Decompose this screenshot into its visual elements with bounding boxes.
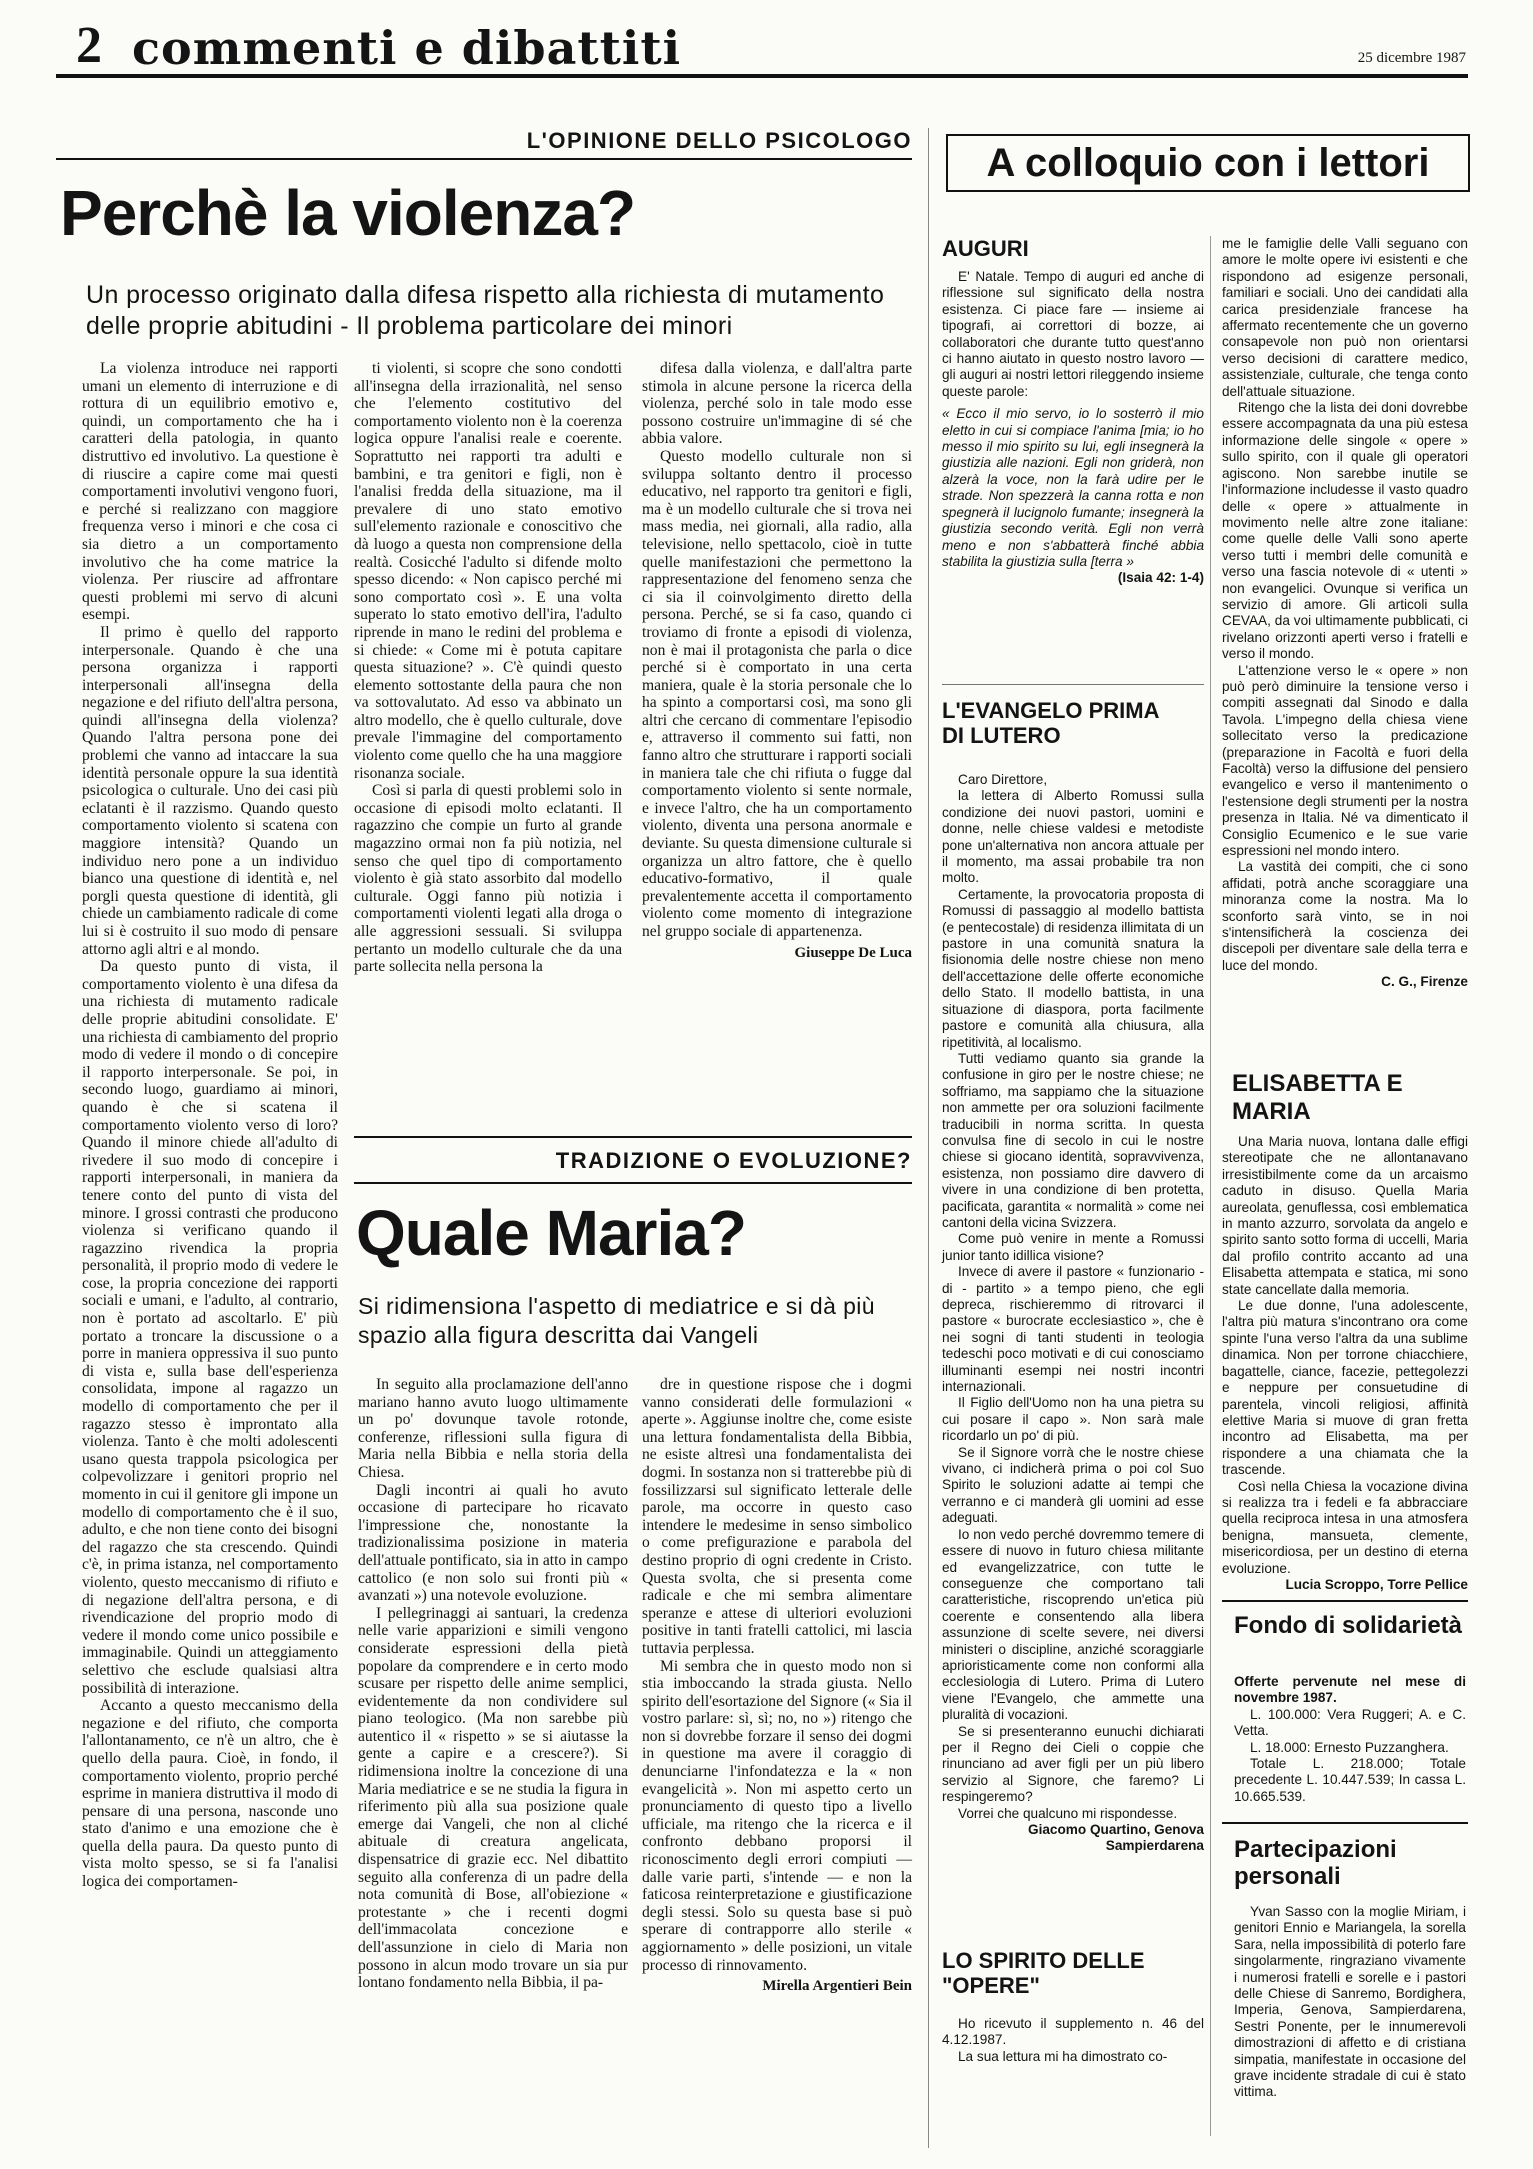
paragraph: Vorrei che qualcuno mi rispondesse. (958, 1805, 1178, 1821)
paragraph: La violenza introduce nei rapporti umani un elemento di interruzione e di rottura di un equilibrio emotivo e, quindi, un comportamento che ha i caratteri della patologia, in quanto distruttivo ed involutivo. La questione è di riuscire a capire come mai questi comportamenti involutivi vengono fuori, e perché si realizzano con maggiore frequenza verso i minori e che cosa ci sia dietro a un comportamento involutivo che ha come matrice la violenza. Per riuscire ad affrontare questi problemi mi servo di alcuni esempi. (82, 360, 338, 624)
partecipazioni-body (1234, 1904, 1466, 2101)
paragraph: La sua lettura mi ha dimostrato co- (958, 2048, 1168, 2064)
spirito-body (942, 2016, 1204, 2065)
paragraph: L'attenzione verso le « opere » non può però diminuire la tensione verso i compiti assegnati dal Sinodo e dalla Tavola. L'impegno della chiesa viene sollecitato verso la predicazione (preparazione in Facoltà e fuori della Facoltà) verso la diffusione del pensiero evangelico e verso il mantenimento o l'estensione degli strumenti per la nostra presenza in Italia. Né va dimenticato il Consiglio Ecumenico e le sue varie espressioni nel mondo intero. (1222, 662, 1468, 859)
paragraph: difesa dalla violenza, e dall'altra parte stimola in alcune persone la ricerca della violenza, perché solo in tale modo esse possono costruire un'immagine di sé che abbia valore. (642, 360, 912, 448)
evangelo-title: L'EVANGELO PRIMA DI LUTERO (942, 698, 1159, 748)
auguri-quote: « Ecco il mio servo, io lo sosterrò il mio eletto in cui si compiace l'anima [mia; io ho messo il mio spirito su lui, egli insegnerà la giustizia alle nazioni. Egli non griderà, non alzerà la voce, non la farà udire per le strade. Non spezzerà la canna rotta e non spegnerà il lucignolo fumante; insegnerà la giustizia secondo verità. Egli non verrà meno e non s'abbatterà finché abbia stabilita la giustizia sulla [terra » (942, 406, 1204, 569)
kicker-rule (56, 158, 912, 160)
issue-date: 25 dicembre 1987 (1357, 50, 1466, 66)
paragraph: Accanto a questo meccanismo della negazione e del rifiuto, che comporta l'allontanamento, ce n'è un altro, che è quello della paura. Cioè, in fondo, il comportamento violento, proprio perché esprime in maniera distruttiva il modo di pensare di una persona, nasconde uno stato d'animo e una emozione che è quella della paura. Da questo punto di vista molto spesso, se si fa l'analisi logica dei comportamen- (82, 1697, 338, 1891)
paragraph: Tutti vediamo quanto sia grande la confusione in giro per le nostre chiese; ne soffriamo, ma sappiamo che la situazione non ammette per ora soluzioni facilmente traducibili in norma scritta. In questa convulsa fine di secolo in cui le nostre chiese si giocano identità, sopravvivenza, esistenza, non possiamo dire davvero di vivere in una condizione di ben protetta, pacificata, garantita « normalità » come nei cantoni della vicina Svizzera. (942, 1050, 1204, 1230)
letters-column-2 (1222, 236, 1468, 991)
section-divider (942, 684, 1204, 685)
paragraph: ti violenti, si scopre che sono condotti all'insegna della irrazionalità, nel senso che l'elemento costitutivo del comportamento violento non è la coerenza logica oppure l'analisi reale e coerente. Soprattutto nei rapporti tra adulti e bambini, e tra genitori e figli, non è l'analisi fredda della situazione, ma il prevalere di uno stato emotivo sull'elemento razionale e conoscitivo che dà luogo a questa non comprensione della realtà. Cosicché l'adulto si difende molto spesso dicendo: « Non capisco perché mi sono comportato così ». E una volta superato lo stato emotivo dell'ira, l'adulto riprende in mano le redini del problema e si chiede: « Come mi è potuta capitare questa situazione? ». C'è quindi questo elemento sottostante della paura che non va sottovalutato. Ad esso va abbinato un altro modello, che è quello culturale, dove prevale l'immagine del comportamento violento come quello che ha una maggiore risonanza sociale. (354, 360, 622, 782)
letters-column-divider (1210, 236, 1211, 2136)
article2-column-1 (358, 1376, 628, 1992)
article2-deck: Si ridimensiona l'aspetto di mediatrice e si dà più spazio alla figura descritta dai Vangeli (358, 1293, 875, 1348)
article1-signature: Giuseppe De Luca (794, 944, 912, 961)
paragraph: Le due donne, l'una adolescente, l'altra più matura s'incontrano ora come spinte l'una verso l'altra da una sublime dinamica. Non per torrone chiacchiere, bagattelle, ciance, facezie, pettegolezzi e neppure per consuetudine di parentela, vincoli religiosi, affinità elettive Maria si muove di gran fretta incontro ad Elisabetta, ma per rispondere a una chiamata che la trascende. (1222, 1298, 1468, 1478)
article2-kicker-rule (354, 1182, 912, 1184)
paragraph: Ho ricevuto il supplemento n. 46 del 4.12.1987. (942, 2016, 1204, 2048)
auguri-body (942, 269, 1204, 587)
paragraph: Io non vedo perché dovremmo temere di essere di nuovo in futuro chiesa militante ed evangelizzatrice, con tutte le conseguenze che comportano tali caratteristiche, riscoprendo un'etica più coerente e consentendo alla libera assunzione di scelte severe, nei diversi ministeri o discipline, anziché scoraggiarle aprioristicamente come non conformi alla ecclesiologia di Lutero. Prima di Lutero viene l'Evangelo, che ammette una pluralità di vocazioni. (942, 1526, 1204, 1723)
paragraph: me le famiglie delle Valli seguano con amore le molte opere ivi esistenti e che rispondono ad esigenze personali, familiari e sociali. Uno dei candidati alla carica presidenziale francese ha affermato recentemente che un governo consapevole non può non orientarsi verso decisioni di carattere medico, assistenziale, culturale, che tenga conto dell'attuale situazione. (1222, 236, 1468, 399)
paragraph: Il Figlio dell'Uomo non ha una pietra su cui posare il capo ». Non sarà male ricordarlo un po' di più. (942, 1395, 1204, 1444)
fondo-intro: Offerte pervenute nel mese di novembre 1987. (1234, 1674, 1466, 1706)
article1-kicker: L'OPINIONE DELLO PSICOLOGO (526, 128, 912, 153)
elisabetta-signature: Lucia Scroppo, Torre Pellice (1285, 1576, 1468, 1592)
partecipazioni-top-rule (1222, 1822, 1468, 1824)
paragraph: Se il Signore vorrà che le nostre chiese vivano, ci indicherà prima o poi col Suo Spirito le soluzioni adatte ai tempi che verranno e ci manderà gli uomini ad esse adeguati. (942, 1444, 1204, 1526)
partecipazioni-title: Partecipazioni personali (1234, 1836, 1397, 1890)
auguri-intro: E' Natale. Tempo di auguri ed anche di riflessione sul significato della nostra esistenza. Ci piace fare — insieme ai tipografi, ai correttori di bozze, ai collaboratori che durante tutto quest'anno ci hanno aiutato in questo nostro lavoro — gli auguri ai nostri lettori rileggendo insieme queste parole: (942, 269, 1204, 399)
page-number: 2 (76, 17, 102, 74)
paragraph: La vastità dei compiti, che ci sono affidati, potrà anche scoraggiare una minoranza come la nostra. Ma lo sconforto sarà vinto, se in noi s'intensificherà la coscienza dei discepoli per diventare sale della terra e luce del mondo. (1222, 859, 1468, 973)
paragraph: Questo modello culturale non si sviluppa soltanto dentro il processo educativo, nel rapporto tra genitori e figli, ma è un modello culturale che si trova nei mass media, nei giornali, alla radio, alla televisione, nello spettacolo, cioè in tutte quelle manifestazioni che permettono la rappresentazione del fenomeno senza che ci sia il coinvolgimento diretto della persona. Perché, se si fa caso, quando ci troviamo di fronte a episodi di violenza, non è mai il protagonista che parla o dice perché si è comportato in una certa maniera, quale è la storia personale che lo ha spinto a comportarsi così, ma sono gli altri che cercano di commentare l'episodio e, attraverso il commento sui fatti, non fanno altro che strutturare i rapporti sociali in maniera tale che chi rifiuta o fugge dal comportamento violento si sente normale, e invece l'altro, che ha un comportamento violento, diventa una persona anormale e deviante. Su questa dimensione culturale si organizza un altro fattore, che è quello educativo-formativo, il quale prevalentemente accetta il comportamento violento come momento di integrazione nel gruppo sociale di appartenenza. (642, 447, 912, 940)
fondo-title: Fondo di solidarietà (1234, 1612, 1463, 1639)
paragraph: Mi sembra che in questo modo non si stia imboccando la strada giusta. Nello spirito dell'esortazione del Signore (« Sia il vostro parlare: sì, sì; no, no ») ritengo che non si dovrebbe forzare il senso dei dogmi in questione ma avere il coraggio di denunciarne l'infondatezza e la « non evangelicità ». Non mi aspetto certo un pronunciamento di questo tipo a livello ufficiale, ma ritengo che la ricerca e il confronto debbano proporsi il riconoscimento degli errori compiuti — dalle varie parti, s'intende — e non la faticosa reinterpretazione e giustificazione degli stessi. Solo su questa base si può sperare di contrapporre allo sterile « aggiornamento » delle posizioni, un vitale processo di rinnovamento. (642, 1657, 912, 1974)
paragraph: I pellegrinaggi ai santuari, la credenza nelle varie apparizioni e simili vengono considerate espressioni della pietà popolare da comprendere e in certo modo scusare per rispetto delle anime semplici, evidentemente da non condividere sul piano teologico. (Ma non sarebbe più autentico il « rispetto » se si aiutasse la gente a capire e a crescere?). Si ridimensiona inoltre la concezione di una Maria mediatrice e se ne studia la figura in riferimento più alla sua posizione quale emerge dai Vangeli, che non al cliché abituale di creatura angelicata, dispensatrice di grazie ecc. Nel dibattito seguito alla conferenza di un padre della nota comunità di Bose, all'obiezione « protestante » che i recenti dogmi dell'immacolata concezione e dell'assunzione in cielo di Maria non possono in alcun modo trovare un sia pur lontano fondamento nella Bibbia, il pa- (358, 1604, 628, 1992)
fondo-line: L. 18.000: Ernesto Puzzanghera. (1250, 1739, 1449, 1755)
auguri-reference: (Isaia 42: 1-4) (1117, 570, 1204, 586)
section-title: commenti e dibattiti (132, 21, 682, 75)
paragraph: Se si presenteranno eunuchi dichiarati per il Regno dei Cieli o coppie che rinunciano ad aver figli per un più libero servizio al Signore, che faremo? Li respingeremo? (942, 1723, 1204, 1805)
paragraph: Da questo punto di vista, il comportamento violento è una difesa da una richiesta di mutamento radicale delle proprie abitudini consolidate. E' una richiesta di cambiamento del proprio modo di vedere il mondo o di concepire il rapporto interpersonale. Se poi, in secondo luogo, guardiamo ai minori, quando è che si scatena il comportamento violento verso di loro? Quando il minore chiede all'adulto di rivedere il suo modo di concepire i rapporti interpersonali, in maniera da tenere conto del punto di vista del minore. I grossi contrasti che producono violenza si verificano quando il ragazzino rivendica la propria personalità, il proprio modo di vedere le cose, la propria concezione dei rapporti sociali e umani, e l'adulto, al contrario, non è portato ad ascoltarlo. E' più portato a troncare la discussione o a porre in maniera oppressiva il suo punto di vista e, sulla base dell'esperienza consolidata, impone al ragazzo un modello di comportamento che per il ragazzo stesso è improntato alla violenza. Tanto è che molti adolescenti usano questa trappola psicologica per colpevolizzare i genitori proprio nel momento in cui il genitore gli impone un modello di comportamento che è il suo, adulto, e che non tiene conto dei bisogni del ragazzo che sta crescendo. Quindi c'è, in prima istanza, nel comportamento violento, questo meccanismo di rifiuto e di negazione dell'altra persona, e di rivendicazione del proprio modo di vedere il mondo come unico possibile e immaginabile. Quindi un atteggiamento selettivo che esclude qualsiasi altra possibilità di interazione. (82, 958, 338, 1697)
letters-box-title: A colloquio con i lettori (946, 134, 1470, 192)
article1-column-2 (354, 360, 622, 976)
paragraph: Così nella Chiesa la vocazione divina si realizza tra i fedeli e fa abbracciare quella reciproca intesa in una atmosfera benigna, mansueta, clemente, misericordiosa, per un destino di eterna evoluzione. (1222, 1478, 1468, 1576)
elisabetta-body (1222, 1134, 1468, 1593)
evangelo-body (942, 772, 1204, 1855)
article2-kicker: TRADIZIONE O EVOLUZIONE? (555, 1148, 912, 1173)
paragraph: Così si parla di questi problemi solo in occasione di episodi molto eclatanti. Il ragazzino che compie un furto al grande magazzino ormai non fa più notizia, nel senso che quel tipo di comportamento violento è già stato assorbito dal modello culturale. Oggi fanno più notizia i comportamenti violenti legati alla droga o alle aggressioni sessuali. Si sviluppa pertanto un modello culturale che da una parte sollecita nella persona la (354, 782, 622, 976)
auguri-title: AUGURI (942, 236, 1029, 261)
evangelo-signature: Giacomo Quartino, Genova Sampierdarena (1028, 1822, 1204, 1854)
spirito-title: LO SPIRITO DELLE "OPERE" (942, 1948, 1145, 1998)
paragraph: Come può venire in mente a Romussi junior tanto idillica visione? (942, 1231, 1204, 1263)
fondo-top-rule (1222, 1600, 1468, 1602)
col2-signature: C. G., Firenze (1381, 974, 1468, 990)
elisabetta-title: ELISABETTA E MARIA (1232, 1070, 1403, 1125)
paragraph: dre in questione rispose che i dogmi vanno considerati delle formulazioni « aperte ». Aggiunse inoltre che, come esiste una lettura fondamentalista della Bibbia, ne esiste altresì una fondamentalista dei dogmi. In sostanza non si tratterebbe più di fossilizzarsi sul significato letterale delle parole, ma occorre in questo caso intendere le medesime in senso simbolico o come prefigurazione e parabola del destino proprio di ogni credente in Cristo. Questa svolta, che si presenta come radicale e che mi sembra alimentare speranze e attese di ulteriori evoluzioni positive in tanti fratelli cattolici, mi lascia tuttavia perplessa. (642, 1376, 912, 1657)
paragraph: Invece di avere il pastore « funzionario - di - partito » a tempo pieno, che egli depreca, rischieremmo di ritrovarci il pastore « burocrate ecclesiastico », che è nei sogni di tanti studenti in teologia tedeschi poco motivati e di cui conosciamo illuminanti esempi nei nostri incontri internazionali. (942, 1264, 1204, 1395)
article1-column-3 (642, 360, 912, 962)
paragraph: Il primo è quello del rapporto interpersonale. Quando è che una persona organizza i rapporti interpersonali all'insegna della negazione e del rifiuto dell'altra persona, quindi all'insegna della violenza? Quando l'altra persona pone dei problemi che vanno ad intaccare la sua identità personale oppure la sua identità psicologica o culturale. Uno dei casi più eclatanti è il razzismo. Quando questo comportamento violento si scatena con maggiore intensità? Quando un individuo nero pone a un individuo bianco una questione di identità e, nel porgli questa questione di identità, gli chiede un cambiamento radicale di come lui si è costruito il suo modo di pensare attorno agli altri e al mondo. (82, 623, 338, 958)
paragraph: Ritengo che la lista dei doni dovrebbe essere accompagnata da una più estesa informazione delle singole « opere » sullo spirito, con il quale gli operatori agiscono. Non sarebbe inutile se l'informazione includesse il vasto quadro delle « opere » attualmente in movimento nelle altre zone italiane: come quelle delle Valli sono aperte verso tutti i membri delle comunità e verso una fascia notevole di « utenti » non evangelici. Ovunque si verifica un servizio di amore. Gli articoli sulla CEVAA, da voi ultimamente pubblicati, ci rivelano orizzonti aperti verso i fratelli e verso il mondo. (1222, 400, 1468, 662)
paragraph: Una Maria nuova, lontana dalle effigi stereotipate che ne allontanavano irresistibilmente come da un arcaismo caduto in disuso. Quella Maria aureolata, genuflessa, così emblematica in manto azzurro, sorvolata da angelo e spirito santo sotto forma di uccelli, Maria dal profilo contrito accanto ad una Elisabetta attempata e statica, mi sono state cancellate dalla memoria. (1222, 1134, 1468, 1297)
letters-column-1 (942, 236, 1204, 2064)
paragraph: In seguito alla proclamazione dell'anno mariano hanno avuto luogo ultimamente un po' dovunque tavole rotonde, conferenze, riflessioni sulla figura di Maria nella Bibbia e nella storia della Chiesa. (358, 1376, 628, 1481)
article1-deck: Un processo originato dalla difesa rispetto alla richiesta di mutamento delle proprie abitudini - Il problema particolare dei minori (86, 281, 885, 340)
article2-signature: Mirella Argentieri Bein (762, 1978, 912, 1995)
article1-title: Perchè la violenza? (60, 177, 636, 249)
fondo-body (1234, 1674, 1466, 1805)
paragraph: Yvan Sasso con la moglie Miriam, i genitori Ennio e Mariangela, la sorella Sara, nella impossibilità di poterlo fare singolarmente, ringraziano vivamente i numerosi fratelli e sorelle e i pastori delle Chiese di Sanremo, Bordighera, Imperia, Genova, Sampierdarena, Sestri Ponente, per le innumerevoli dimostrazioni di affetto e di cristiana simpatia, manifestate in occasione del grave incidente stradale di cui è stato vittima. (1234, 1904, 1466, 2100)
fondo-line: L. 100.000: Vera Ruggeri; A. e C. Vetta. (1234, 1706, 1466, 1739)
article2-title: Quale Maria? (356, 1197, 746, 1269)
article2-top-rule (354, 1136, 912, 1138)
paragraph: la lettera di Alberto Romussi sulla condizione dei nuovi pastori, uomini e donne, nelle chiese valdesi e metodiste pone un'alternativa non ancora attuale per il momento, ma assai probabile tra non molto. (942, 788, 1204, 886)
evangelo-salutation: Caro Direttore, (958, 772, 1048, 787)
article2-column-2 (642, 1376, 912, 1996)
masthead (56, 18, 1468, 78)
article1-column-1 (82, 360, 338, 1891)
column-divider (928, 128, 929, 2148)
paragraph: Dagli incontri ai quali ho avuto occasione di partecipare ho ricavato l'impressione che, nonostante la tradizionalissima posizione in materia dell'attuale pontificato, sia in atto in campo cattolico (e non solo sui fronti più « avanzati ») una notevole evoluzione. (358, 1481, 628, 1605)
paragraph: Certamente, la provocatoria proposta di Romussi di passaggio al modello battista (e pentecostale) di residenza illimitata di un pastore in una comunità snatura la fisionomia delle nostre chiese non meno dell'accettazione delle offerte economiche dello Stato. Il modello battista, in una situazione di diaspora, porta facilmente pastore e comunità alla chiusura, alla ripetitività, al localismo. (942, 886, 1204, 1050)
fondo-line: Totale L. 218.000; Totale precedente L. 10.447.539; In cassa L. 10.665.539. (1234, 1756, 1466, 1804)
